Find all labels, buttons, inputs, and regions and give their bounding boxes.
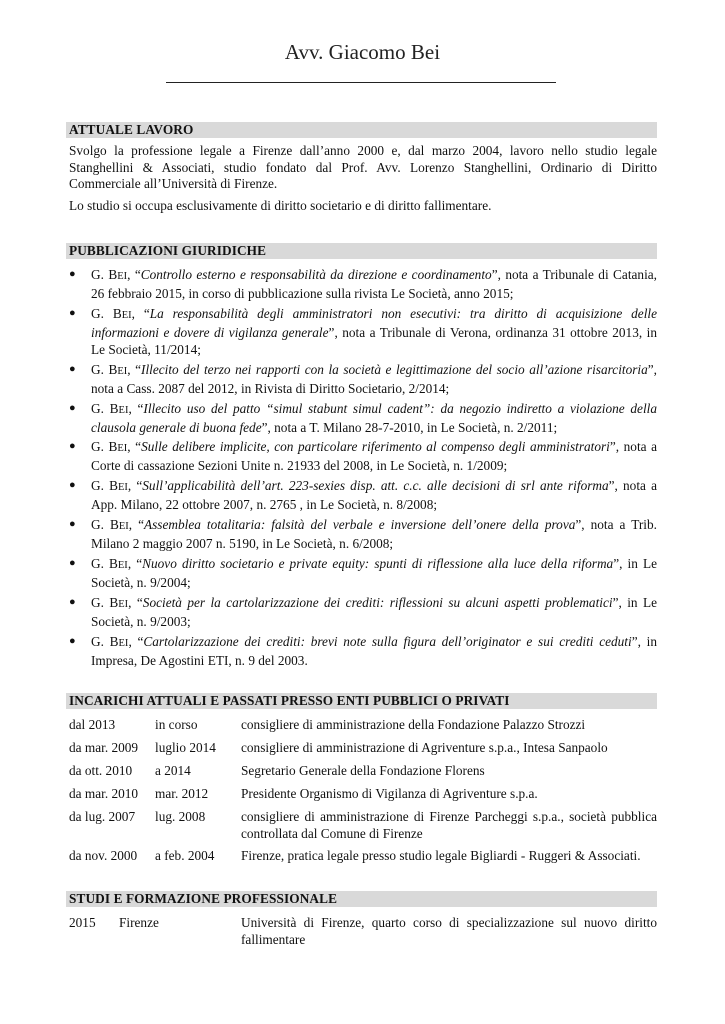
publication-author: G. B bbox=[91, 401, 119, 416]
bullet-icon: ● bbox=[69, 635, 76, 647]
publication-author: G. B bbox=[91, 306, 122, 321]
publication-author-smallcaps: EI bbox=[117, 271, 128, 282]
position-from: dal 2013 bbox=[69, 717, 116, 732]
title-divider bbox=[166, 82, 556, 83]
publication-quote: , “ bbox=[127, 478, 143, 493]
publication-text bbox=[91, 438, 657, 474]
publication-quote: , “ bbox=[128, 401, 144, 416]
publication-citation: ”, nota a Corte di cassazione Sezioni Unite n. 21933 del 2008, in Le Società, n. 1/2009; bbox=[91, 439, 657, 473]
publication-title: La responsabilità degli amministratori non esecutivi: tra diritto di acquisizione delle informazioni e dovere di vigilanza generale bbox=[91, 306, 657, 340]
publication-author-smallcaps: EI bbox=[117, 443, 128, 454]
section-heading-publications: PUBBLICAZIONI GIURIDICHE bbox=[66, 243, 657, 259]
position-from: da nov. 2000 bbox=[69, 848, 138, 863]
publication-text bbox=[91, 594, 657, 630]
publication-author-smallcaps: EI bbox=[117, 366, 128, 377]
bullet-icon: ● bbox=[69, 402, 76, 414]
bullet-icon: ● bbox=[69, 440, 76, 452]
publication-text bbox=[91, 516, 657, 552]
publication-citation: ”, in Le Società, n. 9/2004; bbox=[91, 556, 657, 590]
publication-author: G. B bbox=[91, 267, 118, 282]
publication-author: G. B bbox=[91, 595, 119, 610]
publication-text bbox=[91, 266, 657, 302]
position-description: consigliere di amministrazione della Fondazione Palazzo Strozzi bbox=[241, 717, 586, 732]
publication-title: Sull’applicabilità dell’art. 223-sexies disp. att. c.c. alle decisioni di srl ante riforma bbox=[142, 478, 609, 493]
publication-title: Nuovo diritto societario e private equity: spunti di riflessione alla luce della riforma bbox=[142, 556, 614, 571]
publication-citation: ”, nota a Tribunale di Catania, 26 febbraio 2015, in corso di pubblicazione sulla rivista Le Società, anno 2015; bbox=[91, 267, 657, 301]
publication-quote: , “ bbox=[128, 634, 144, 649]
section-heading-education: STUDI E FORMAZIONE PROFESSIONALE bbox=[66, 891, 657, 907]
publication-title: Società per la cartolarizzazione dei crediti: riflessioni su alcuni aspetti problematici bbox=[142, 595, 613, 610]
position-to: a 2014 bbox=[155, 763, 191, 778]
publication-author-smallcaps: EI bbox=[117, 560, 128, 571]
publication-title: Illecito uso del patto “simul stabunt simul cadent”: da negozio indiretto a violazione della clausola generale di buona fede bbox=[91, 401, 657, 435]
publication-title: Cartolarizzazione dei crediti: brevi note sulla figura dell’originator e sui crediti ceduti bbox=[143, 634, 632, 649]
publication-citation: ”, in Le Società, n. 9/2003; bbox=[91, 595, 657, 629]
position-to: a feb. 2004 bbox=[155, 848, 215, 863]
position-to: in corso bbox=[155, 717, 198, 732]
publication-author: G. B bbox=[91, 556, 118, 571]
bullet-icon: ● bbox=[69, 557, 76, 569]
publication-citation: ”, nota a App. Milano, 22 ottobre 2007, n. 2765 , in Le Società, n. 8/2008; bbox=[91, 478, 657, 512]
publication-quote: , “ bbox=[128, 517, 144, 532]
publication-title: Controllo esterno e responsabilità da direzione e coordinamento bbox=[140, 267, 492, 282]
section-heading-current-work: ATTUALE LAVORO bbox=[66, 122, 657, 138]
publication-title: Sulle delibere implicite, con particolare riferimento al compenso degli amministratori bbox=[141, 439, 610, 454]
position-from: da ott. 2010 bbox=[69, 763, 133, 778]
position-description: Presidente Organismo di Vigilanza di Agriventure s.p.a. bbox=[241, 786, 538, 801]
publication-quote: , “ bbox=[131, 306, 150, 321]
position-description: consigliere di amministrazione di Agriventure s.p.a., Intesa Sanpaolo bbox=[241, 740, 608, 755]
section-heading-positions: INCARICHI ATTUALI E PASSATI PRESSO ENTI PUBBLICI O PRIVATI bbox=[66, 693, 657, 709]
position-from: da lug. 2007 bbox=[69, 809, 136, 824]
publication-quote: , “ bbox=[127, 439, 142, 454]
position-from: da mar. 2009 bbox=[69, 740, 139, 755]
publication-citation: ”, nota a Cass. 2087 del 2012, in Rivista di Diritto Societario, 2/2014; bbox=[91, 362, 657, 396]
current-work-paragraph: Svolgo la professione legale a Firenze dall’anno 2000 e, dal marzo 2004, lavoro nello studio legale Stanghellini & Associati, studio fondato dal Prof. Avv. Lorenzo Stanghellini, Ordinario di Diritto Commerciale all’Università di Firenze. bbox=[69, 143, 657, 191]
publication-title: Illecito del terzo nei rapporti con la società e legittimazione del socio all’azione risarcitoria bbox=[141, 362, 648, 377]
position-to: luglio 2014 bbox=[155, 740, 216, 755]
publication-author-smallcaps: EI bbox=[118, 638, 129, 649]
publication-author: G. B bbox=[91, 362, 118, 377]
publication-text bbox=[91, 361, 657, 397]
publication-author: G. B bbox=[91, 634, 119, 649]
publication-text bbox=[91, 633, 657, 669]
bullet-icon: ● bbox=[69, 479, 76, 491]
page-title: Avv. Giacomo Bei bbox=[284, 40, 441, 64]
position-from: da mar. 2010 bbox=[69, 786, 139, 801]
publication-author: G. B bbox=[91, 439, 118, 454]
publication-quote: , “ bbox=[128, 595, 143, 610]
position-description: Segretario Generale della Fondazione Florens bbox=[241, 763, 485, 778]
education-description: Università di Firenze, quarto corso di specializzazione sul nuovo diritto fallimentare bbox=[241, 915, 657, 947]
publication-author-smallcaps: EI bbox=[118, 599, 129, 610]
publication-author: G. B bbox=[91, 517, 119, 532]
bullet-icon: ● bbox=[69, 363, 76, 375]
education-place: Firenze bbox=[119, 915, 159, 930]
publication-title: Assemblea totalitaria: falsità del verbale e inversione dell’onere della prova bbox=[144, 517, 576, 532]
position-description: Firenze, pratica legale presso studio legale Bigliardi - Ruggeri & Associati. bbox=[241, 848, 641, 863]
bullet-icon: ● bbox=[69, 268, 76, 280]
publication-text bbox=[91, 477, 657, 513]
publication-quote: , “ bbox=[127, 556, 143, 571]
publication-citation: ”, in Impresa, De Agostini ETI, n. 9 del 2003. bbox=[91, 634, 657, 668]
publication-author: G. B bbox=[91, 478, 118, 493]
publication-author-smallcaps: EI bbox=[118, 521, 129, 532]
position-to: mar. 2012 bbox=[155, 786, 209, 801]
position-to: lug. 2008 bbox=[155, 809, 206, 824]
publication-author-smallcaps: EI bbox=[117, 482, 128, 493]
bullet-icon: ● bbox=[69, 307, 76, 319]
bullet-icon: ● bbox=[69, 596, 76, 608]
publication-text bbox=[91, 400, 657, 436]
current-work-paragraph: Lo studio si occupa esclusivamente di diritto societario e di diritto fallimentare. bbox=[69, 198, 492, 213]
publication-author-smallcaps: EI bbox=[118, 405, 129, 416]
publication-text bbox=[91, 305, 657, 358]
publication-citation: ”, nota a T. Milano 28-7-2010, in Le Società, n. 2/2011; bbox=[261, 420, 558, 435]
publication-citation: ”, nota a Tribunale di Verona, ordinanza 31 ottobre 2013, in Le Società, 11/2014; bbox=[91, 325, 657, 357]
education-year: 2015 bbox=[69, 915, 96, 930]
publication-citation: ”, nota a Trib. Milano 2 maggio 2007 n. 5190, in Le Società, n. 6/2008; bbox=[91, 517, 657, 551]
publication-author-smallcaps: EI bbox=[121, 310, 132, 321]
publication-quote: , “ bbox=[127, 267, 141, 282]
bullet-icon: ● bbox=[69, 518, 76, 530]
position-description: consigliere di amministrazione di Firenze Parcheggi s.p.a., società pubblica controllata dal Comune di Firenze bbox=[241, 809, 657, 841]
publication-text bbox=[91, 555, 657, 591]
publication-quote: , “ bbox=[127, 362, 142, 377]
